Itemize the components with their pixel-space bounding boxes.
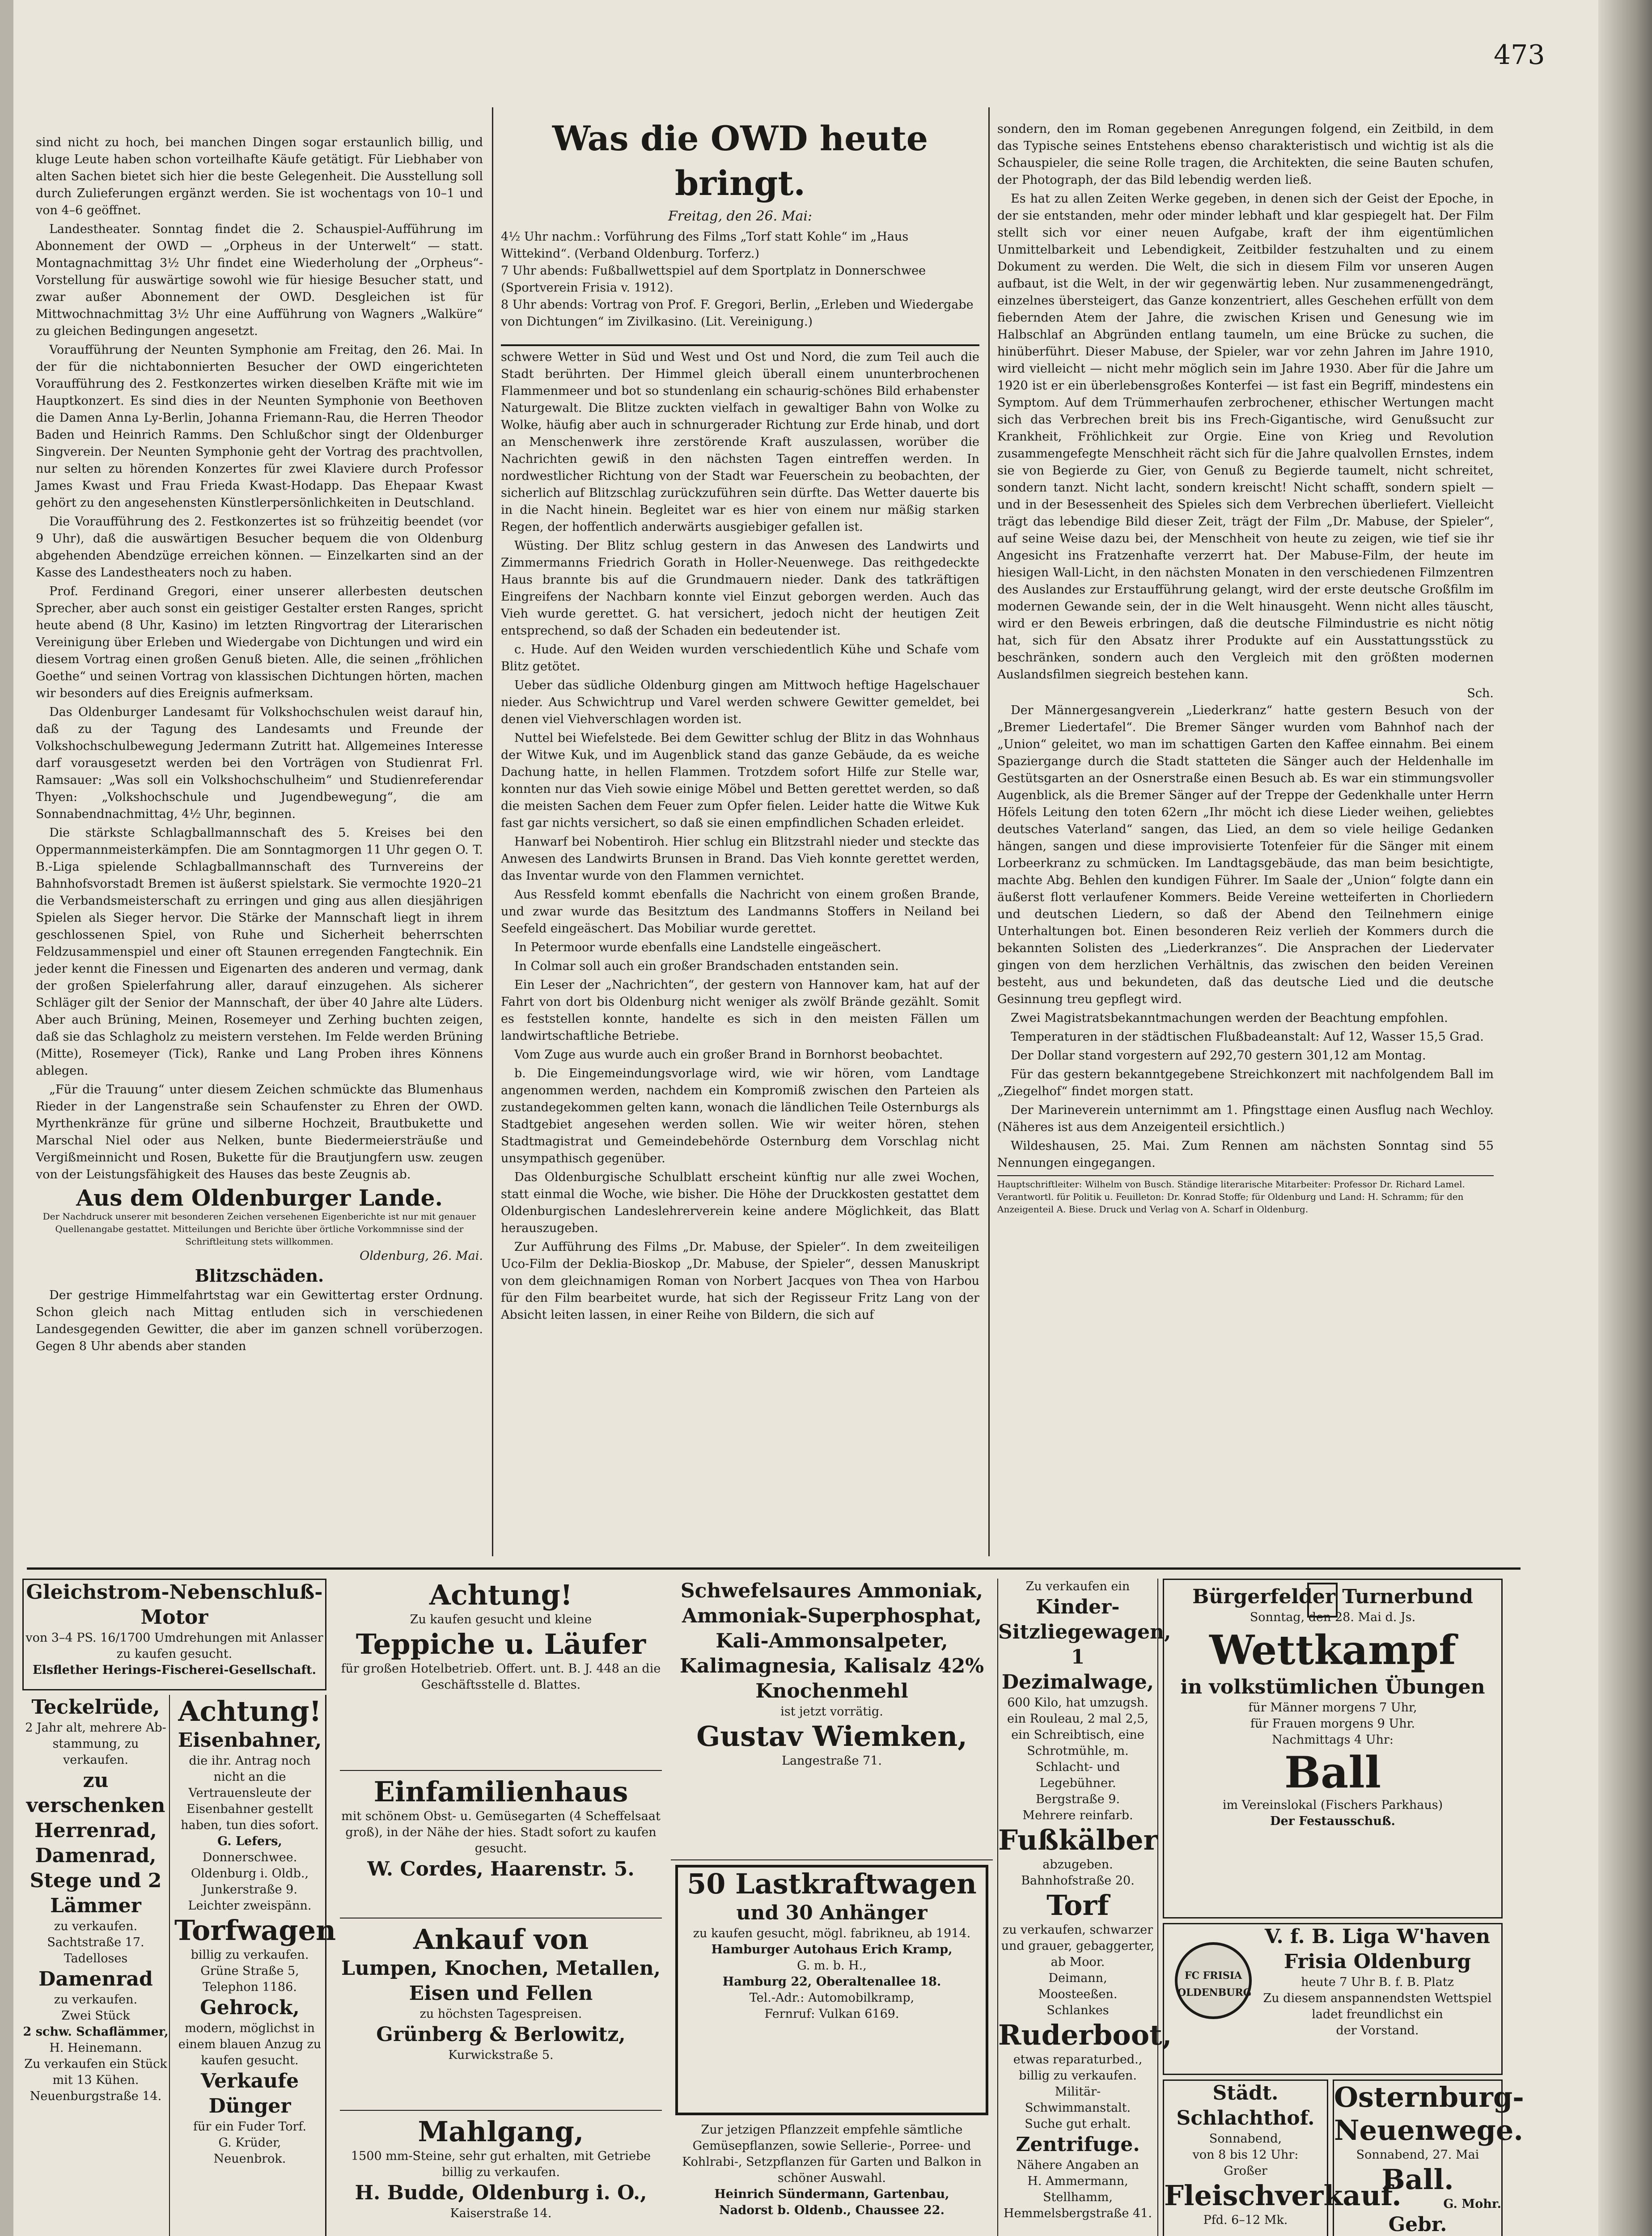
column-rule-2 (988, 107, 990, 1556)
article-wildeshausen: Wildeshausen, 25. Mai. Zum Rennen am nächsten Sonntag sind 55 Nennungen eingegangen. (997, 1139, 1494, 1170)
section-title: Aus dem Oldenburger Lande. (76, 1185, 443, 1211)
article-marineverein: Der Marineverein unternimmt am 1. Pfingsttage einen Ausflug nach Wechloy. (Näheres ist aus dem Anzeigenteil ersichtlich.) (997, 1103, 1494, 1134)
ad-text: Ammoniak-Superphosphat, (682, 1605, 982, 1627)
ad-name: Hamburger Autohaus Erich Kramp, (711, 1943, 953, 1956)
ad-damenrad-2: Damenrad (38, 1968, 153, 1990)
article-festkonzert: Die Voraufführung des 2. Festkonzertes ist so frühzeitig beendet (vor 9 Uhr), daß die auswärtigen Besucher bequem die von Oldenburg abgehenden Abendzüge erreichen können. — Einzelkarten sind an der Kasse des Landestheaters noch zu haben. (36, 515, 483, 580)
ad-text: ist jetzt vorrätig. (780, 1705, 883, 1719)
article-gewitter: schwere Wetter in Süd und West und Ost und Nord, die zum Teil auch die Stadt berührten. Der Himmel gleich überall einem ununterbrochenen Flammenmeer und bot so stundenlang ein schaurig-schönes Bild erhabenster Naturgewalt. Die Blitze zuckten vielfach in gewaltiger Bahn von Wolke zu Wolke, häufig aber auch in schnurgerader Richtung zur Erde hinab, und dort an Menschenwerk ihre zerstörende Kraft auszulassen, worüber die Nachrichten gewiß in den nächsten Tagen eintreffen werden. In nordwestlicher Richtung von der Stadt war Feuerschein zu beobachten, der sicherlich auf Blitzschlag zurückzuführen sein dürfte. Das Wetter dauerte bis in die Nacht hinein. Begleitet war es hier von einem nur mäßig starken Regen, der hoffentlich anderwärts ausgiebiger gefallen ist. (501, 350, 979, 534)
article-neunte-symphonie: Voraufführung der Neunten Symphonie am Freitag, den 26. Mai. In der für die nichtabonnierten Besucher der OWD eingerichteten Voraufführung des 2. Festkonzertes wirken dieselben Kräfte mit wie im Hauptkonzert. Es sind dies in der Neunten Symphonie von Beethoven die Damen Anna Ly-Berlin, Johanna Friemann-Rau, die Herren Theodor Baden und Heinrich Ramms. Den Schlußchor singt der Oldenburger Singverein. Der Neunten Symphonie geht der Vortrag des prachtvollen, nur selten zu hörenden Konzertes für zwei Klaviere durch Professor James Kwast und Frau Frieda Kwast-Hodapp. Das Ehepaar Kwast gehört zu den angesehensten Künstlerpersönlichkeiten in Deutschland. (36, 343, 483, 510)
ad-verschenken: zu verschenken (26, 1769, 165, 1817)
ad-turnerbund (1163, 1579, 1503, 1918)
ad-text: Leichter zweispänn. (188, 1899, 312, 1913)
ad-headline: Teppiche u. Läufer (356, 1628, 646, 1660)
ad-text: für ein Fuder Torf. (193, 2120, 307, 2134)
ad-frisia (1163, 1923, 1503, 2075)
article-temperatur: Temperaturen in der städtischen Flußbadeanstalt: Auf 12, Wasser 15,5 Grad. (1011, 1030, 1484, 1044)
ad-text: zu verkaufen. (54, 1919, 138, 1933)
ad-text: Suche gut erhalt. (1025, 2117, 1131, 2131)
ad-classifieds-mid (174, 1695, 336, 2236)
ad-zentrifuge: Zentrifuge. (1016, 2133, 1140, 2156)
ad-text: im Vereinslokal (Fischers Parkhaus) (1222, 1798, 1443, 1812)
ad-headline: Ankauf von (413, 1923, 589, 1956)
ad-text: für großen Hotelbetrieb. Offert. unt. B. J. 448 an die Geschäftsstelle d. Blattes. (341, 1662, 661, 1692)
article-petermoor: In Petermoor wurde ebenfalls eine Landstelle eingeäschert. (514, 940, 881, 954)
ad-place: Stellhamm, (1043, 2190, 1113, 2204)
ad-text: von 3–4 PS. 16/1700 Umdrehungen mit Anlasser zu kaufen gesucht. (25, 1631, 323, 1661)
ad-wettkampf: Wettkampf (1209, 1626, 1456, 1674)
article-mabuse: Zur Aufführung des Films „Dr. Mabuse, der Spieler“. In dem zweiteiligen Uco-Film der Deklia-Bioskop „Dr. Mabuse, der Spieler“, dessen Manuskript von dem gleichnamigen Roman von Norbert Jacques von Thea von Harbou für den Film bearbeitet wurde, hat sich der Regisseur Fritz Lang von der Absicht leiten lassen, in einer Reihe von Bildern, die sich auf (501, 1240, 979, 1322)
ad-address: Hamburg 22, Oberaltenallee 18. (722, 1975, 941, 1989)
ad-text: Militär- (1055, 2085, 1101, 2099)
ad-headline: Einfamilienhaus (373, 1775, 628, 1808)
ad-headline: Gleichstrom-Nebenschluß-Motor (26, 1581, 323, 1629)
ad-osternburg (1333, 2079, 1524, 2236)
ad-address: Sachtstraße 17. (47, 1935, 144, 1949)
ad-address: Hemmelsbergstraße 41. (1004, 2206, 1152, 2220)
ad-text: mit schönem Obst- u. Gemüsegarten (4 Scheffelsaat groß), in der Nähe der hies. Stadt sofort zu kaufen gesucht. (341, 1809, 661, 1855)
ad-text: 600 Kilo, hat umzugsh. ein Rouleau, 2 mal 2,5, ein Schreibtisch, eine Schrotmühle, m. Schlacht- und Legebühner. (1007, 1696, 1149, 1790)
ad-text: zu verkaufen, schwarzer und grauer, gebaggerter, ab Moor. (1001, 1923, 1155, 1969)
ad-pflanzen (671, 2122, 993, 2236)
ad-text: und 30 Anhänger (736, 1901, 928, 1924)
ad-name: Gustav Wiemken, (696, 1720, 967, 1753)
ad-text: für Männer morgens 7 Uhr, (1248, 1701, 1417, 1715)
ad-einfamilienhaus (340, 1775, 662, 1918)
ad-text: die ihr. Antrag noch nicht an die Vertrauensleute der Eisenbahner gestellt haben, tun dies sofort. (181, 1754, 319, 1832)
owd-program-box (501, 116, 979, 340)
article-gregori: Prof. Ferdinand Gregori, einer unserer allerbesten deutschen Sprecher, aber auch sonst ein geistiger Gestalter ersten Ranges, spricht heute abend (8 Uhr, Kasino) im letzten Ringvortrag der Literarischen Vereinigung über Erleben und Wiedergabe von Dichtungen und wird ein diesem Vortrag einen großen Genuß bieten. Alle, die seinen „fröhlichen Goethe“ und seinen Vortrag von klassischen Dichtungen hörten, machen wir besonders auf dies Ereignis aufmerksam. (36, 584, 483, 700)
ad-headline: Osternburg- (1334, 2081, 1524, 2113)
ad-text: Kali-Ammonsalpeter, (716, 1630, 948, 1652)
article-blitz: Der gestrige Himmelfahrtstag war ein Gewittertag erster Ordnung. Schon gleich nach Mittag entluden sich in verschiedenen Landesgegenden Gewitter, die aber im ganzen schnell vorüberzogen. Gegen 8 Uhr abends aber standen (36, 1288, 483, 1353)
ad-text: Zur jetzigen Pflanzzeit empfehle sämtliche Gemüsepflanzen, sowie Sellerie-, Porree- und Kohlrabi-, Setzpflanzen für Garten und Balkon in schöner Auswahl. (682, 2123, 982, 2185)
ad-name: Schwimmanstalt. (1025, 2101, 1131, 2115)
ad-text: Kalimagnesia, Kalisalz 42% (679, 1655, 984, 1677)
ad-fusskaelber: Fußkälber (998, 1824, 1158, 1856)
ad-text: billig zu verkaufen. (191, 1948, 309, 1962)
ad-ball: Ball (1284, 1747, 1381, 1798)
ad-text: Schwefelsaures Ammoniak, (680, 1580, 983, 1602)
article-wuesting: Wüsting. Der Blitz schlug gestern in das Anwesen des Landwirts und Zimmermanns Friedrich Gorath in Holler-Neuenwege. Das reithgedeckte Haus brannte bis auf die Grundmauern nieder. Dank des tatkräftigen Eingreifens der Nachbarn konnte viel Einzut geborgen werden. Auch das Vieh wurde gerettet. G. hat versichert, jedoch nicht der heutigen Zeit entsprechend, so daß der Schaden ein bedeutender ist. (501, 539, 979, 638)
ad-text: Zu diesem anspannendsten Wettspiel ladet freundlichst ein (1263, 1991, 1492, 2021)
owd-box-title: Was die OWD heute bringt. (552, 119, 928, 203)
ad-address: Kaiserstraße 14. (450, 2206, 552, 2220)
ad-achtung: Achtung! (429, 1579, 573, 1611)
ad-text: Zu verkaufen ein Stück mit 13 Kühen. (24, 2057, 167, 2087)
ad-address: Grüne Straße 5, (200, 1964, 299, 1978)
ad-headline: Bürgerfelder Turnerbund (1192, 1585, 1473, 1608)
ad-eisenbahner: Eisenbahner, (178, 1729, 322, 1752)
ad-text: abzugeben. (1042, 1858, 1113, 1872)
article-trauung: „Für die Trauung“ unter diesem Zeichen schmückte das Blumenhaus Rieder in der Langenstraße sein Schaufenster zu Ehren der OWD. Myrthenkränze für grüne und silberne Hochzeit, Brautbukette und Marschal Niel oder aus Nelken, bunte Biedermeiersträuße und Vergißmeinnicht und Rosen, Bukette für die Brautjungfern usw. zeugen von der Leistungsfähigkeit des Hauses das beste Zeugnis ab. (36, 1083, 483, 1182)
ad-achtung: Achtung! (178, 1695, 322, 1728)
ad-name: W. Cordes, Haarenstr. 5. (367, 1858, 635, 1880)
ad-address: Nadorst b. Oldenb., Chaussee 22. (719, 2203, 945, 2217)
ad-text: 1500 mm-Steine, sehr gut erhalten, mit Getriebe billig zu verkaufen. (351, 2149, 651, 2179)
ad-ruderboot: Ruderboot, (998, 2019, 1172, 2051)
ad-text: Nachmittags 4 Uhr: (1272, 1733, 1394, 1747)
page-number: 473 (1494, 39, 1545, 71)
imprint: Hauptschriftleiter: Wilhelm von Busch. Ständige literarische Mitarbeiter: Professor Dr. Richard Lamel. Verantwortl. für Politik u. Feuilleton: Dr. Konrad Stoffe; für Oldenburg und Land: H. Schramm; für den Anzeigenteil A. Biese. Druck und Verlag von A. Scharf in Oldenburg. (997, 1175, 1494, 1215)
ad-teckel: Teckelrüde, (31, 1696, 160, 1719)
right-column (997, 121, 1494, 1215)
article-schulblatt: Das Oldenburgische Schulblatt erscheint künftig nur alle zwei Wochen, statt einmal die Woche, wie bisher. Die Höhe der Druckkosten gestattet dem Oldenburgischen Landeslehrerverein keine andere Möglichkeit, das Blatt herauszugeben. (501, 1170, 979, 1235)
ad-signature: der Vorstand. (1336, 2024, 1419, 2037)
ad-headline: Städt. Schlachthof. (1176, 2082, 1315, 2130)
dateline: Oldenburg, 26. Mai. (360, 1249, 483, 1263)
ad-herrenrad: Herrenrad, (34, 1819, 157, 1842)
ad-text: Donnerschwee. (202, 1851, 297, 1864)
ad-torf: Torf (1046, 1889, 1109, 1922)
ad-text: Tadelloses (64, 1952, 128, 1965)
turnerkreuz-icon (1307, 1583, 1338, 1618)
ad-headline: V. f. B. Liga W'haven (1264, 1925, 1491, 1948)
article-liederkranz: Der Männergesangverein „Liederkranz“ hatte gestern Besuch von der „Bremer Liedertafel“. Die Bremer Sänger wurden vom Bahnhof nach der „Union“ geleitet, wo man im schattigen Garten den Kaffee einnahm. Bei einem Spaziergange durch die Stadt statteten die Sänger auch der Heldenhalle im Gestütsgarten an der Osnerstraße einen Besuch ab. Es war ein stimmungsvoller Augenblick, als die Bremer Sänger auf der Treppe der Gedenkhalle unter Herrn Höfels Leitung den toten 62ern „Ihr möcht ich diese Lieder weihen, geliebtes deutsches Vaterland“ sangen, das Lied, an dem so viele heilige Gedanken hängen, sangen und diese improvisierte Totenfeier für die Sänger mit einem Lorbeerkranz zu schmücken. Im Landtagsgebäude, das man beim besichtigte, machte Abg. Behlen den kundigen Führer. Im Saale der „Union“ folgte dann ein äußerst flott verlaufener Kommers. Beide Vereine wetteiferten in Chorliedern und deutschen Liedern, so daß der Abend den Teilnehmern einige Unterhaltungen bot. Einen besonderen Reiz verlieh der Kommers durch die bekannten Solisten des „Liederkranzes“. Die Ansprachen der Liedervater gingen von dem herzlichen Verhältnis, das zwischen den beiden Vereinen besteht, aus und bekundeten, daß das deutsche Lied und die deutsche Gesinnung treu gepflegt wird. (997, 703, 1494, 1006)
article-intro: sind nicht zu hoch, bei manchen Dingen sogar erstaunlich billig, und kluge Leute haben schon vorteilhafte Käufe getätigt. Für Liebhaber von alten Sachen bietet sich hier die beste Gelegenheit. Die Ausstellung soll durch Zulieferungen ergänzt werden. Sie ist wochentags von 10–1 und von 4–6 geöffnet. (36, 136, 483, 217)
ad-text: für Frauen morgens 9 Uhr. (1250, 1717, 1415, 1731)
left-column (36, 134, 483, 1357)
owd-entry: 7 Uhr abends: Fußballwettspiel auf dem Sportplatz in Donnerschwee (Sportverein Frisia v. 1912). (501, 264, 926, 295)
ad-name: G. Krüder, (218, 2136, 281, 2150)
owd-entry: 4½ Uhr nachm.: Vorführung des Films „Torf statt Kohle“ im „Haus Wittekind“. (Verband Oldenburg. Torferz.) (501, 230, 909, 261)
ad-signature: Der Festausschuß. (1270, 1814, 1395, 1828)
article-streichkonzert: Für das gestern bekanntgegebene Streichkonzert mit nachfolgendem Ball im „Ziegelhof“ findet morgen statt. (997, 1067, 1494, 1098)
ad-text: in volkstümlichen Übungen (1180, 1676, 1485, 1698)
ad-text: Knochenmehl (755, 1680, 908, 1702)
ad-text: Tel.-Adr.: Automobilkramp, (749, 1991, 915, 2005)
ad-damenrad: Gebr. (1388, 2213, 1447, 2236)
ad-name: Grünberg & Berlowitz, (376, 2023, 626, 2046)
ad-duenger: Verkaufe Dünger (200, 2070, 299, 2117)
ad-schaflaemmer: 2 schw. Schaflämmer, (23, 2025, 169, 2039)
ad-text: zu verkaufen. (54, 1993, 138, 2007)
ad-date: Sonnabend, 27. Mai (1356, 2148, 1479, 2162)
crest-label: FC FRISIA OLDENBURG (1178, 1970, 1252, 1999)
ad-text: Oldenburg i. Oldb., (191, 1867, 309, 1880)
article-landestheater: Landestheater. Sonntag findet die 2. Schauspiel-Aufführung im Abonnement der OWD — „Orpheus in der Unterwelt“ — statt. Montagnachmittag 3½ Uhr findet eine Wiederholung der „Orpheus“-Vorstellung für auswärtige sowohl wie für hiesige Besucher statt, und zwar außer Abonnement der OWD. Desgleichen ist für Mittwochnachmittag 3½ Uhr eine Aufführung von Wagners „Walküre“ zu gleichen Bedingungen angesetzt. (36, 222, 483, 338)
ad-headline: Neuenwege. (1334, 2114, 1523, 2147)
ad-company: Elsflether Herings-Fischerei-Gesellschaft. (33, 1663, 316, 1677)
ad-ball: Ball. (1381, 2163, 1454, 2196)
ad-date: Sonntag, den 28. Mai d. Js. (1250, 1610, 1416, 1624)
ad-name: G. Lefers, (217, 1834, 282, 1848)
box-rule (501, 344, 979, 346)
article-hanwarf: Hanwarf bei Nobentiroh. Hier schlug ein Blitzstrahl nieder und steckte das Anwesen des Landwirts Brunsen in Brand. Das Vieh konnte gerettet werden, das Inventar wurde von den Flammen vernichtet. (501, 835, 979, 883)
article-eingemeindung: b. Die Eingemeindungsvorlage wird, wie wir hören, vom Landtage angenommen werden, nachdem ein Kompromiß zwischen den Parteien als zustandegekommen gelten kann, wonach die ländlichen Teile Osternburgs als Stadtgebiet angesehen werden sollen. Wie wir weiter hören, stehen Stadtmagistrat und Gemeindebehörde Osternburg dem Vorschlag nicht unsympathisch gegenüber. (501, 1067, 979, 1165)
ad-address: Bergstraße 9. (1035, 1792, 1120, 1806)
ad-name: G. Mohr. (1443, 2197, 1501, 2211)
ad-ziegen: Stege und 2 Lämmer (30, 1869, 162, 1917)
article-magistrat: Zwei Magistratsbekanntmachungen werden der Beachtung empfohlen. (1011, 1011, 1448, 1025)
ad-teppiche (340, 1579, 662, 1771)
ad-text: heute 7 Uhr B. f. B. Platz (1301, 1975, 1454, 1989)
ad-ankauf (340, 1923, 662, 2111)
ad-motor (22, 1579, 326, 1690)
signature: Sch. (1467, 686, 1494, 700)
ad-address: Bahnhofstraße 20. (1021, 1874, 1135, 1888)
article-mabuse-cont: sondern, den im Roman gegebenen Anregungen folgend, ein Zeitbild, in dem das Typische seines Entstehens ebenso charakteristisch und wichtig ist als die Schauspieler, die seine Rolle tragen, die Architekten, die seine Bauten schufen, der Photograph, der das Bild lebendig werden ließ. (997, 122, 1494, 187)
ad-gehrock: Gehrock, (200, 1996, 300, 2019)
ad-text: Mehrere reinfarb. (1022, 1808, 1133, 1822)
binding-edge (0, 0, 13, 2236)
ad-text: Eisen und Fellen (409, 1982, 593, 2005)
ad-text: von 8 bis 12 Uhr: (1192, 2148, 1299, 2162)
center-column (501, 349, 979, 1326)
ad-name: H. Budde, Oldenburg i. O., (355, 2181, 647, 2204)
article-schlagball: Die stärkste Schlagballmannschaft des 5. Kreises bei den Oppermannmeisterkämpfen. Die am Sonntagmorgen 11 Uhr gegen O. T. B.-Liga spielende Schlagballmannschaft des Turnvereins der Bahnhofsvorstadt Bremen ist äußerst spielstark. Sie vermochte 1920–21 die Verbandsmeisterschaft zu erringen und ging aus allen diesjährigen Spielen als Sieger hervor. Die Stärke der Mannschaft liegt in ihrem geschlossenen Spiel, von Ruhe und Sicherheit beherrschten Feldzusammenspiel und einer oft Staunen erregenden Fangtechnik. Ein jeder kennt die Finessen und Eigenarten des anderen und vermag, dank der großen Spielerfahrung aller, darauf einzugehen. Als sicherer Schläger gilt der Senior der Mannschaft, der über 40 Jahre alte Lüders. Aber auch Brüning, Meinen, Rosemeyer und Zerhing buchten zeigen, daß sie das Schlagholz zu meistern verstehen. Im Felde werden Brüning (Mitte), Rosemeyer (Tick), Ranke und Lang Proben ihres Könnens ablegen. (36, 826, 483, 1078)
article-zeitbild: Es hat zu allen Zeiten Werke gegeben, in denen sich der Geist der Epoche, in der sie entstanden, mehr oder minder lebhaft und klar gespiegelt hat. Der Film stellt sich vor einer neuen Aufgabe, kraft der ihm eigentümlichen Unmittelbarkeit und Lebendigkeit, Zeitbilder festzuhalten und zu einem Dokument zu werden. Die Welt, die sich in diesem Film vor unseren Augen aufbaut, ist die Welt, in der wir gegenwärtig leben. Nur zusammenengedrängt, einzelnes übersteigert, das Ganze konzentriert, alles Geschehen erfüllt von dem fiebernden Atem der Jahre, die zwischen Krisen und Genesung wie im Halbschlaf an Abgründen entlang taumeln, um eine Brücke zu suchen, die hinüberführt. Dieser Mabuse, der Spieler, war vor zehn Jahren im Jahre 1910, wird vielleicht — nicht mehr möglich sein im Jahre 1930. Aber für die Jahre um 1920 ist er ein überlebensgroßes Konterfei — ist fast ein Begriff, mindestens ein Symptom. Auf dem Trümmerhaufen zerbrochener, ethischer Wertungen macht sich das Verbrechen breit bis ins Frech-Gigantische, wird Genußsucht zur Krankheit, Fröhlichkeit zur Orgie. Eine von Krieg und Revolution zusammengefegte Menschheit rächt sich für die Jahre qualvollen Ernstes, indem sie von Begierde zu Gier, von Genuß zu Begierde taumelt, nicht schreitet, sondern tanzt. Nicht lacht, sondern kreischt! Nicht schafft, sondern spielt — und in der Besessenheit des Spieles sich dem Verbrechen überliefert. Vielleicht trägt das lebendige Bild dieser Zeit, trägt der Film „Dr. Mabuse, der Spieler“, auf seine Weise dazu bei, der Menschheit von heute zu zeigen, wie tief sie ihr Angesicht ins Fratzenhafte verzerrt hat. Der Mabuse-Film, der heute im hiesigen Wall-Licht, in den nächsten Monaten in den verschiedenen Filmzentren des Auslandes zur Erstaufführung gelangt, wird der erste deutsche Großfilm im modernen Gewande sein, der in die Welt hinausgeht. Wenn nicht alles täuscht, wird er den Beweis erbringen, daß die deutsche Filmindustrie es nicht nötig hat, sich für den Absatz ihrer Produkte auf ein Ausstattungsstück zu beschränken, sondern auch den Vergleich mit den größten modernen Auslandsfilmen siegreich bestehen kann. (997, 192, 1494, 682)
article-hagel: Ueber das südliche Oldenburg gingen am Mittwoch heftige Hagelschauer nieder. Aus Schwichtrup und Varel werden schwere Gewitter gemeldet, bei denen viel Viehverschlagen worden ist. (501, 678, 979, 726)
ad-text: Großer (1224, 2164, 1267, 2178)
article-hude: c. Hude. Auf den Weiden wurden verschiedentlich Kühe und Schafe vom Blitz getötet. (501, 643, 979, 673)
article-colmar: In Colmar soll auch ein großer Brandschaden entstanden sein. (514, 959, 899, 973)
ad-classifieds-right (997, 1579, 1172, 2236)
ad-schlachthof (1163, 2079, 1402, 2236)
ad-text: zu kaufen gesucht, mögl. fabrikneu, ab 1914. (693, 1927, 971, 1940)
ad-address: Kurwickstraße 5. (448, 2048, 554, 2062)
ad-text: Nähere Angaben an (1017, 2158, 1139, 2172)
ad-address: Neuenburgstraße 14. (30, 2089, 162, 2103)
ad-classifieds-left (22, 1695, 170, 2236)
ad-name: H. Heinemann. (49, 2041, 142, 2055)
ad-text: 2 Jahr alt, mehrere Ab- (25, 1721, 166, 1735)
ad-text: zu höchsten Tagespreisen. (419, 2007, 582, 2021)
article-leser: Ein Leser der „Nachrichten“, der gestern von Hannover kam, hat auf der Fahrt von dort bis Oldenburg nicht weniger als zwölf Brände gezählt. Somit es feststellen konnte, handelte es sich in den meisten Fällen um landwirtschaftliche Betriebe. (501, 978, 979, 1043)
ad-headline: Frisia Oldenburg (1283, 1950, 1471, 1973)
owd-box-date: Freitag, den 26. Mai: (668, 208, 813, 224)
ad-name: Deimann, (1048, 1971, 1107, 1985)
article-volkshochschule: Das Oldenburger Landesamt für Volkshochschulen weist darauf hin, daß zu der Tagung des Landesamts und Freunde der Volkshochschulbewegung Jedermann Zutritt hat. Allgemeines Interesse darf vorausgesetzt werden bei den Vorträgen von Studienrat Frl. Ramsauer: „Was soll ein Volkshochschulheim“ und Studienreferendar Thyen: „Volkshochschule und Jugendbewegung“, die am Sonnabendnachmittag, 4½ Uhr, beginnen. (36, 705, 483, 821)
ad-duengemittel (671, 1579, 993, 1860)
ad-phone: Fernruf: Vulkan 6169. (764, 2007, 899, 2021)
ad-fleischverkauf: Fleischverkauf. (1164, 2179, 1402, 2212)
ad-address: Langestraße 71. (782, 1754, 882, 1768)
ad-address: Junkerstraße 9. (202, 1883, 297, 1897)
ad-name: H. Ammermann, (1027, 2174, 1128, 2188)
ad-kinder: Kinder- (1036, 1596, 1120, 1618)
ad-text: modern, möglichst in einem blauen Anzug zu kaufen gesucht. (178, 2021, 322, 2067)
ad-section-rule (27, 1567, 1521, 1570)
ad-dezimalwage: 1 Dezimalwage, (1001, 1646, 1154, 1694)
ad-text: Lumpen, Knochen, Metallen, (341, 1957, 661, 1980)
section-note: Der Nachdruck unserer mit besonderen Zeichen versehenen Eigenberichte ist nur mit genauer Quellenangabe gestattet. Mitteilungen und Berichte über örtliche Vorkommnisse sind der Schriftleitung stets willkommen. (42, 1211, 476, 1247)
ad-phone: Telephon 1186. (203, 1980, 297, 1994)
owd-entry: 8 Uhr abends: Vortrag von Prof. F. Gregori, Berlin, „Erleben und Wiedergabe von Dichtungen“ im Zivilkasino. (Lit. Vereinigung.) (501, 298, 974, 329)
ad-place: Moosteeßen. (1038, 1987, 1118, 2001)
ad-torfwagen: Torfwagen (174, 1914, 336, 1947)
subhead: Blitzschäden. (195, 1266, 324, 1286)
page-edge (1598, 0, 1652, 2236)
ad-headline: Mahlgang, (418, 2115, 584, 2148)
ad-mahlgang (340, 2115, 662, 2236)
ad-text: Zwei Stück (61, 2009, 130, 2023)
ad-text: G. m. b. H., (797, 1959, 867, 1973)
article-nuttel: Nuttel bei Wiefelstede. Bei dem Gewitter schlug der Blitz in das Wohnhaus der Witwe Kuk, und im Augenblick stand das ganze Gebäude, da es weiche Dachung hatte, in hellen Flammen. Trotzdem sofort Hilfe zur Stelle war, konnten nur das Vieh sowie einige Möbel und Betten gerettet werden, so daß die meisten Sachen dem Feuer zum Opfer fielen. Leider hatte die Witwe Kuk fast gar nichts versichert, so daß sie einen empfindlichen Schaden erleidet. (501, 731, 979, 830)
article-bornhorst: Vom Zuge aus wurde auch ein großer Brand in Bornhorst beobachtet. (514, 1048, 943, 1062)
article-ressfeld: Aus Ressfeld kommt ebenfalls die Nachricht von einem großen Brande, und zwar wurde das Besitztum des Landmanns Stoffers in Neiland bei Seefeld eingeäschert. Das Mobiliar wurde gerettet. (501, 888, 979, 936)
article-dollar: Der Dollar stand vorgestern auf 292,70 gestern 301,12 am Montag. (1011, 1049, 1426, 1063)
ad-name: Heinrich Sündermann, Gartenbau, (714, 2187, 949, 2201)
ad-price: Pfd. 6–12 Mk. (1203, 2213, 1288, 2227)
ad-headline: 50 Lastkraftwagen (687, 1868, 977, 1900)
ad-text: Zu kaufen gesucht und kleine (410, 1613, 592, 1626)
ad-place: Neuenbrok. (213, 2152, 286, 2166)
ad-damenrad: Damenrad, (35, 1844, 157, 1867)
ad-lastkraftwagen (675, 1865, 988, 2115)
ad-text: Sonnabend, (1209, 2132, 1282, 2146)
ad-sitzliegewagen: Sitzliegewagen, (998, 1621, 1171, 1643)
ad-text: etwas reparaturbed., billig zu verkaufen. (1013, 2053, 1143, 2083)
column-rule-1 (492, 107, 493, 1556)
ad-text: Zu verkaufen ein (1025, 1580, 1130, 1593)
ad-text: Schlankes (1046, 2003, 1109, 2017)
frisia-crest-icon (1175, 1942, 1252, 2019)
ad-text: stammung, zu verkaufen. (52, 1737, 139, 1767)
